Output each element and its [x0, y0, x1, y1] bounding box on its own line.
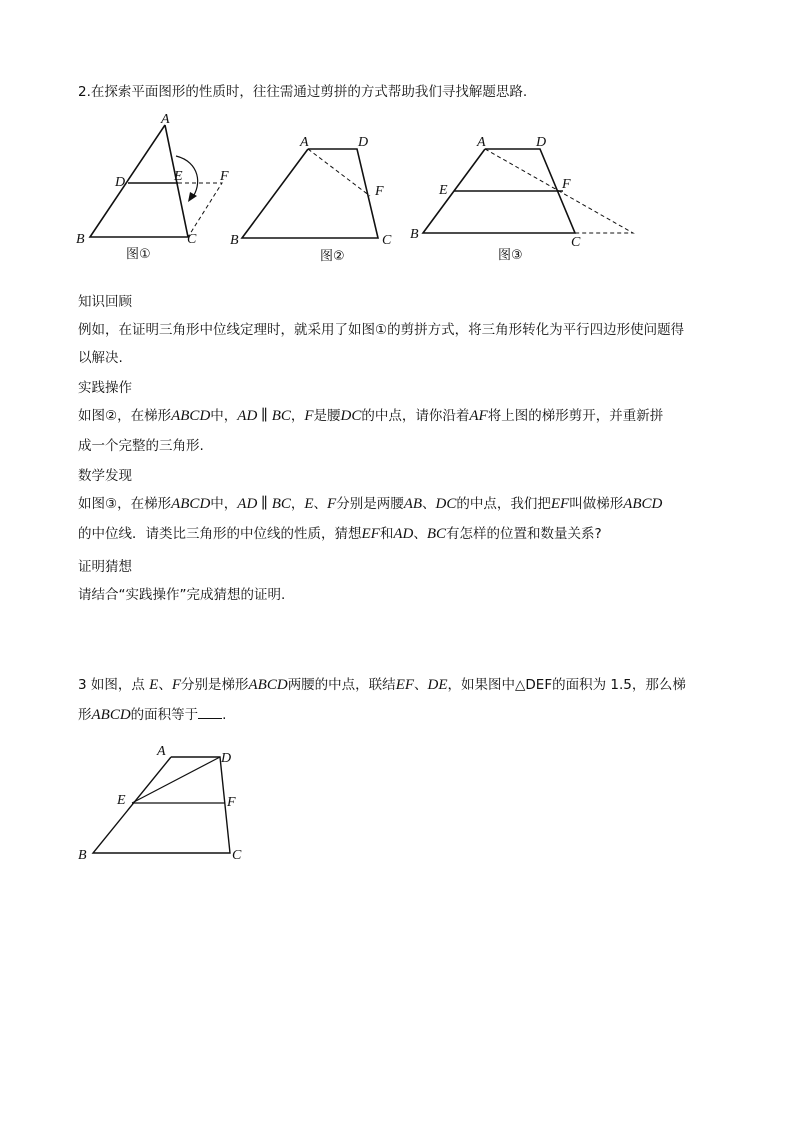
- svg-text:C: C: [382, 233, 392, 248]
- svg-text:D: D: [115, 175, 126, 190]
- practice-text-1: 如图②，在梯形ABCD中，AD ∥ BC，F是腰DC的中点，请你沿着AF将上图的梯形剪开，并重新拼: [78, 408, 664, 424]
- svg-text:A: A: [161, 112, 170, 127]
- practice-text-2: 成一个完整的三角形.: [78, 438, 204, 454]
- knowledge-text-2: 以解决.: [78, 350, 123, 366]
- svg-text:D: D: [536, 135, 547, 150]
- figure-1-caption: 图①: [126, 247, 151, 262]
- figure-1: [70, 110, 240, 270]
- svg-text:F: F: [227, 795, 236, 810]
- figure-3: [405, 130, 645, 270]
- svg-text:B: B: [410, 227, 419, 242]
- svg-text:F: F: [220, 169, 229, 184]
- svg-text:E: E: [174, 169, 183, 184]
- svg-text:E: E: [439, 183, 448, 198]
- discover-text-2: 的中位线．请类比三角形的中位线的性质，猜想EF和AD、BC有怎样的位置和数量关系?: [78, 526, 602, 542]
- q3-text-1: 3 如图，点 E、F分别是梯形ABCD两腰的中点，联结EF、DE，如果图中△DEF的面积为 1.5，那么梯: [78, 677, 686, 693]
- svg-text:F: F: [562, 177, 571, 192]
- figure-3-caption: 图③: [498, 248, 523, 263]
- svg-text:D: D: [221, 751, 232, 766]
- svg-text:D: D: [358, 135, 369, 150]
- svg-text:A: A: [300, 135, 309, 150]
- svg-text:B: B: [230, 233, 239, 248]
- svg-text:F: F: [375, 184, 384, 199]
- svg-text:B: B: [76, 232, 85, 247]
- proof-heading: 证明猜想: [78, 559, 132, 575]
- q2-intro: 2.在探索平面图形的性质时，往往需通过剪拼的方式帮助我们寻找解题思路.: [78, 84, 528, 100]
- figure-2-caption: 图②: [320, 249, 345, 264]
- proof-text: 请结合“实践操作”完成猜想的证明.: [78, 587, 286, 603]
- figure-2: [230, 130, 410, 270]
- svg-text:C: C: [232, 848, 242, 863]
- svg-text:A: A: [157, 744, 166, 759]
- q3-text-2: 形ABCD的面积等于 .: [78, 707, 227, 723]
- knowledge-text-1: 例如，在证明三角形中位线定理时，就采用了如图①的剪拼方式，将三角形转化为平行四边形使问题得: [78, 322, 685, 338]
- answer-blank[interactable]: [198, 706, 222, 719]
- figure-q3: [75, 740, 265, 870]
- knowledge-heading: 知识回顾: [78, 294, 132, 310]
- discover-text-1: 如图③，在梯形ABCD中，AD ∥ BC，E、F分别是两腰AB、DC的中点，我们把EF叫做梯形ABCD: [78, 496, 663, 512]
- svg-text:A: A: [477, 135, 486, 150]
- svg-text:C: C: [571, 235, 581, 250]
- svg-text:E: E: [117, 793, 126, 808]
- svg-text:C: C: [187, 232, 197, 247]
- practice-heading: 实践操作: [78, 380, 132, 396]
- svg-text:B: B: [78, 848, 87, 863]
- discover-heading: 数学发现: [78, 468, 132, 484]
